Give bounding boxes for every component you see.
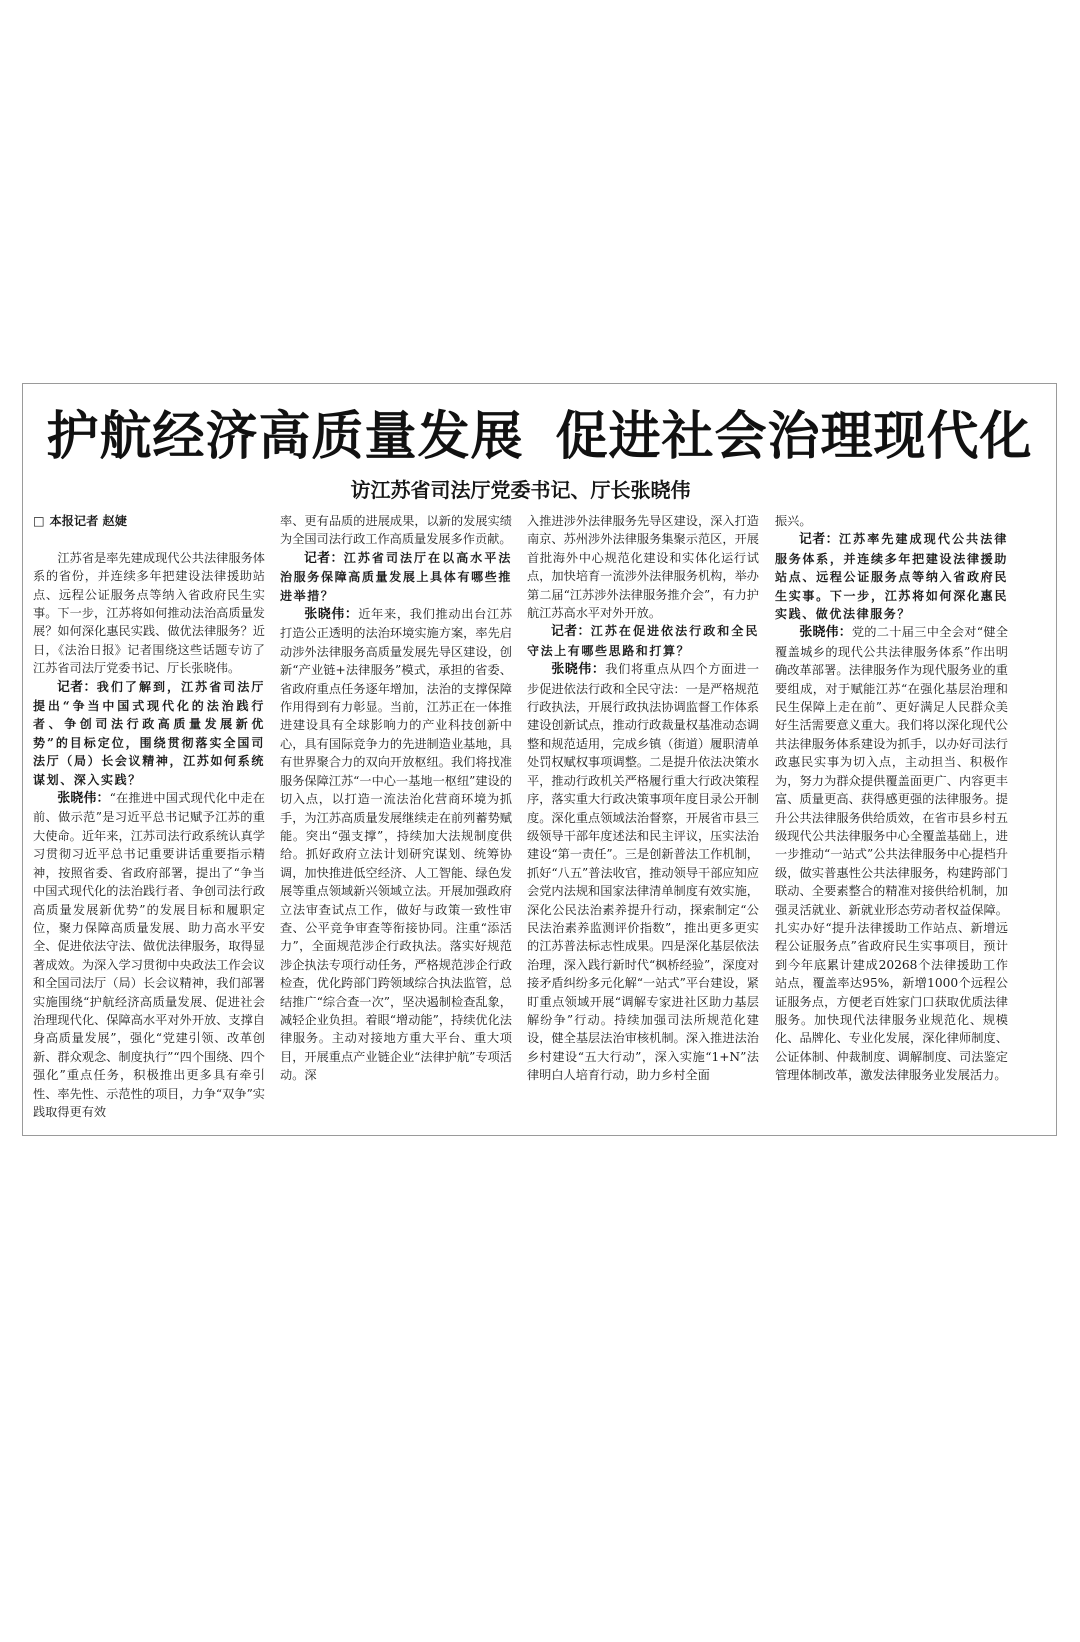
article [22, 383, 1057, 1136]
question-paragraph [33, 678, 265, 789]
continued-paragraph: 入推进涉外法律服务先导区建设，深入打造南京、苏州涉外法律服务集聚示范区，开展首批海外中心规范化建设和实体化运行试点，加快培育一流涉外法律服务机构，举办第二届“江苏涉外法律服务推介会”，有力护航江苏高水平对外开放。 [527, 514, 759, 621]
answer-paragraph [33, 789, 265, 1121]
lead-paragraph: 江苏省是率先建成现代公共法律服务体系的省份，并连续多年把建设法律援助站点、远程公证服务点等纳入省政府民生实事。下一步，江苏将如何推动法治高质量发展？如何深化惠民实践、做优法律服务？近日，《法治日报》记者围绕这些话题专访了江苏省司法厅党委书记、厅长张晓伟。 [33, 550, 265, 676]
headline: 护航经济高质量发展 促进社会治理现代化 [46, 406, 1033, 467]
paragraph-text: 我们将重点从四个方面进一步促进依法行政和全民守法：一是严格规范行政执法，开展行政执法协调监督工作体系建设创新试点，推动行政裁量权基准动态调整和规范适用，完成乡镇（街道）履职清单处罚权赋权事项调整。二是提升依法决策水平，推动行政机关严格履行重大行政决策程序，落实重大行政决策事项年度目录公开制度。深化重点领域法治督察，开展省市县三级领导干部年度述法和民主评议，压实法治建设“第一责任”。三是创新普法工作机制，抓好“八五”普法收官，推动领导干部应知应会党内法规和国家法律清单制度有效实施，深化公民法治素养提升行动，探索制定“公民法治素养监测评价指数”，推出更多更实的江苏普法标志性成果。四是深化基层依法治理，深入践行新时代“枫桥经验”，深度对接矛盾纠纷多元化解“一站式”平台建设，紧盯重点领域开展“调解专家进社区助力基层解纷争”行动。持续加强司法所规范化建设，健全基层法治审核机制。深入推进法治乡村建设“五大行动”，深入实施“1+N”法律明白人培育行动，助力乡村全面 [527, 662, 760, 1083]
column-1 [33, 512, 265, 1121]
speaker-label: 记者： [551, 624, 591, 640]
paragraph-text: 我们了解到，江苏省司法厅提出“争当中国式现代化的法治践行者、争创司法行政高质量发展新优势”的目标定位，围绕贯彻落实全国司法厅（局）长会议精神，江苏如何系统谋划、深入实践？ [33, 679, 266, 787]
paragraph-text: 江苏省司法厅在以高水平法治服务保障高质量发展上具体有哪些推进举措？ [280, 550, 513, 603]
speaker-label: 记者： [799, 532, 839, 548]
article-body [23, 478, 1008, 1121]
answer-paragraph [280, 605, 512, 1085]
byline-text: 本报记者 赵婕 [49, 514, 127, 528]
paragraph-text: “在推进中国式现代化中走在前、做示范”是习近平总书记赋予江苏的重大使命。近年来，江苏司法行政系统认真学习贯彻习近平总书记重要讲话重要指示精神，按照省委、省政府部署，提出了“争当中国式现代化的法治践行者、争创司法行政高质量发展新优势”的发展目标和履职定位，聚力保障高质量发展、助力高水平安全、促进依法守法、做优法律服务，取得显著成效。为深入学习贯彻中央政法工作会议和全国司法厅（局）长会议精神，我们部署实施围绕“护航经济高质量发展、促进社会治理现代化、保障高水平对外开放、支撑自身高质量发展”，强化“党建引领、改革创新、群众观念、制度执行”“四个围绕、四个强化”重点任务，积极推出更多具有牵引性、率先性、示范性的项目，力争“双争”实践取得更有效 [33, 791, 265, 1119]
text-columns [33, 512, 1008, 1121]
speaker-label: 记者： [57, 679, 97, 695]
byline-marker: □ [33, 514, 45, 528]
question-paragraph [280, 549, 512, 605]
continued-paragraph: 率、更有品质的进展成果，以新的发展实绩为全国司法行政工作高质量发展多作贡献。 [280, 514, 512, 547]
speaker-label: 张晓伟： [551, 662, 606, 678]
paragraph-text: 党的二十届三中全会对“健全覆盖城乡的现代公共法律服务体系”作出明确改革部署。法律服务作为现代服务业的重要组成，对于赋能江苏“在强化基层治理和民生保障上走在前”、更好满足人民群众美好生活需要意义重大。我们将以深化现代公共法律服务体系建设为抓手，以办好司法行政惠民实事为切入点，主动担当、积极作为，努力为群众提供覆盖面更广、内容更丰富、质量更高、获得感更强的法律服务。提升公共法律服务供给质效，在省市县乡村五级现代公共法律服务中心全覆盖基础上，进一步推动“一站式”公共法律服务中心提档升级，做实普惠性公共法律服务，构建跨部门联动、全要素整合的精准对接供给机制，加强灵活就业、新就业形态劳动者权益保障。扎实办好“提升法律援助工作站点、新增远程公证服务点”省政府民生实事项目，预计到今年底累计建成20268个法律援助工作站点，覆盖率达95%，新增1000个远程公证服务点，方便老百姓家门口获取优质法律服务。加快现代法律服务业规范化、规模化、品牌化、专业化发展，深化律师制度、公证体制、仲裁制度、调解制度、司法鉴定管理体制改革，激发法律服务业发展活力。 [775, 625, 1008, 1083]
question-paragraph [775, 530, 1008, 623]
answer-paragraph [775, 623, 1008, 1084]
speaker-label: 记者： [304, 550, 344, 566]
question-paragraph [527, 622, 759, 660]
column-3 [527, 512, 759, 1085]
answer-paragraph [527, 660, 759, 1084]
column-4 [775, 512, 1008, 1085]
subheadline: 访江苏省司法厅党委书记、厅长张晓伟 [350, 478, 691, 502]
speaker-label: 张晓伟： [57, 791, 110, 807]
paragraph-text: 江苏率先建成现代公共法律服务体系，并连续多年把建设法律援助站点、远程公证服务点等纳入省政府民生实事。下一步，江苏将如何深化惠民实践、做优法律服务？ [775, 532, 1009, 622]
byline [33, 512, 265, 530]
column-2 [280, 512, 512, 1085]
speaker-label: 张晓伟： [304, 607, 359, 623]
paragraph-text: 近年来，我们推动出台江苏打造公正透明的法治环境实施方案，率先启动涉外法律服务高质量发展先导区建设，创新“产业链+法律服务”模式，承担的省委、省政府重点任务逐年增加，法治的支撑保障作用得到有力彰显。当前，江苏正在一体推进建设具有全球影响力的产业科技创新中心，具有国际竞争力的先进制造业基地，具有世界聚合力的双向开放枢纽。我们将找准服务保障江苏“一中心一基地一枢纽”建设的切入点，以打造一流法治化营商环境为抓手，为江苏高质量发展继续走在前列蓄势赋能。突出“强支撑”，持续加大法规制度供给。抓好政府立法计划研究谋划、统筹协调，加快推进低空经济、人工智能、绿色发展等重点领域新兴领域立法。开展加强政府立法审查试点工作，做好与政策一致性审查、公平竞争审查等衔接协同。注重“添活力”，全面规范涉企行政执法。落实好规范涉企执法专项行动任务，严格规范涉企行政检查，优化跨部门跨领域综合执法监管，总结推广“综合查一次”，坚决遏制检查乱象，减轻企业负担。着眼“增动能”，持续优化法律服务。主动对接地方重大平台、重大项目，开展重点产业链企业“法律护航”专项活动。深 [280, 607, 513, 1083]
speaker-label: 张晓伟： [799, 625, 852, 641]
paragraph-text: 江苏在促进依法行政和全民守法上有哪些思路和打算？ [527, 624, 760, 658]
continued-paragraph: 振兴。 [775, 514, 812, 528]
